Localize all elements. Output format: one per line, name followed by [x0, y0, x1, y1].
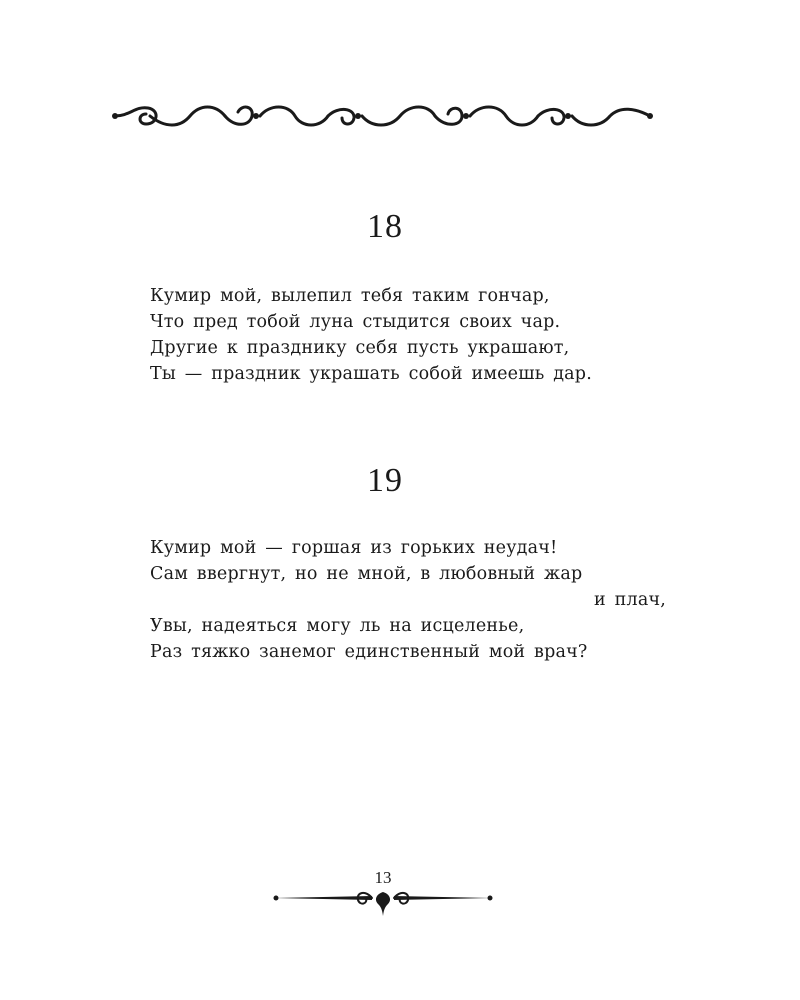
page-number: 13	[374, 868, 392, 887]
poem-line: Ты — праздник украшать собой имеешь дар.	[150, 364, 592, 384]
poem-line: Кумир мой — горшая из горьких неудач!	[150, 538, 558, 558]
poem-number-18: 18	[367, 208, 403, 245]
poem-number-19: 19	[367, 462, 403, 499]
poem-19-stanza	[150, 535, 680, 665]
poem-18-stanza	[150, 283, 680, 387]
top-scroll-ornament-icon	[110, 98, 655, 134]
poem-line: Раз тяжко занемог единственный мой врач?	[150, 642, 588, 662]
poem-line: Увы, надеяться могу ль на исцеленье,	[150, 616, 525, 636]
poem-line: Что пред тобой луна стыдится своих чар.	[150, 312, 561, 332]
poem-line-continuation: и плач,	[594, 590, 666, 610]
bottom-flourish-ornament-icon	[272, 884, 494, 920]
poem-line: Сам ввергнут, но не мной, в любовный жар	[150, 564, 583, 584]
poem-line: Кумир мой, вылепил тебя таким гончар,	[150, 286, 550, 306]
poem-line: Другие к празднику себя пусть украшают,	[150, 338, 570, 358]
